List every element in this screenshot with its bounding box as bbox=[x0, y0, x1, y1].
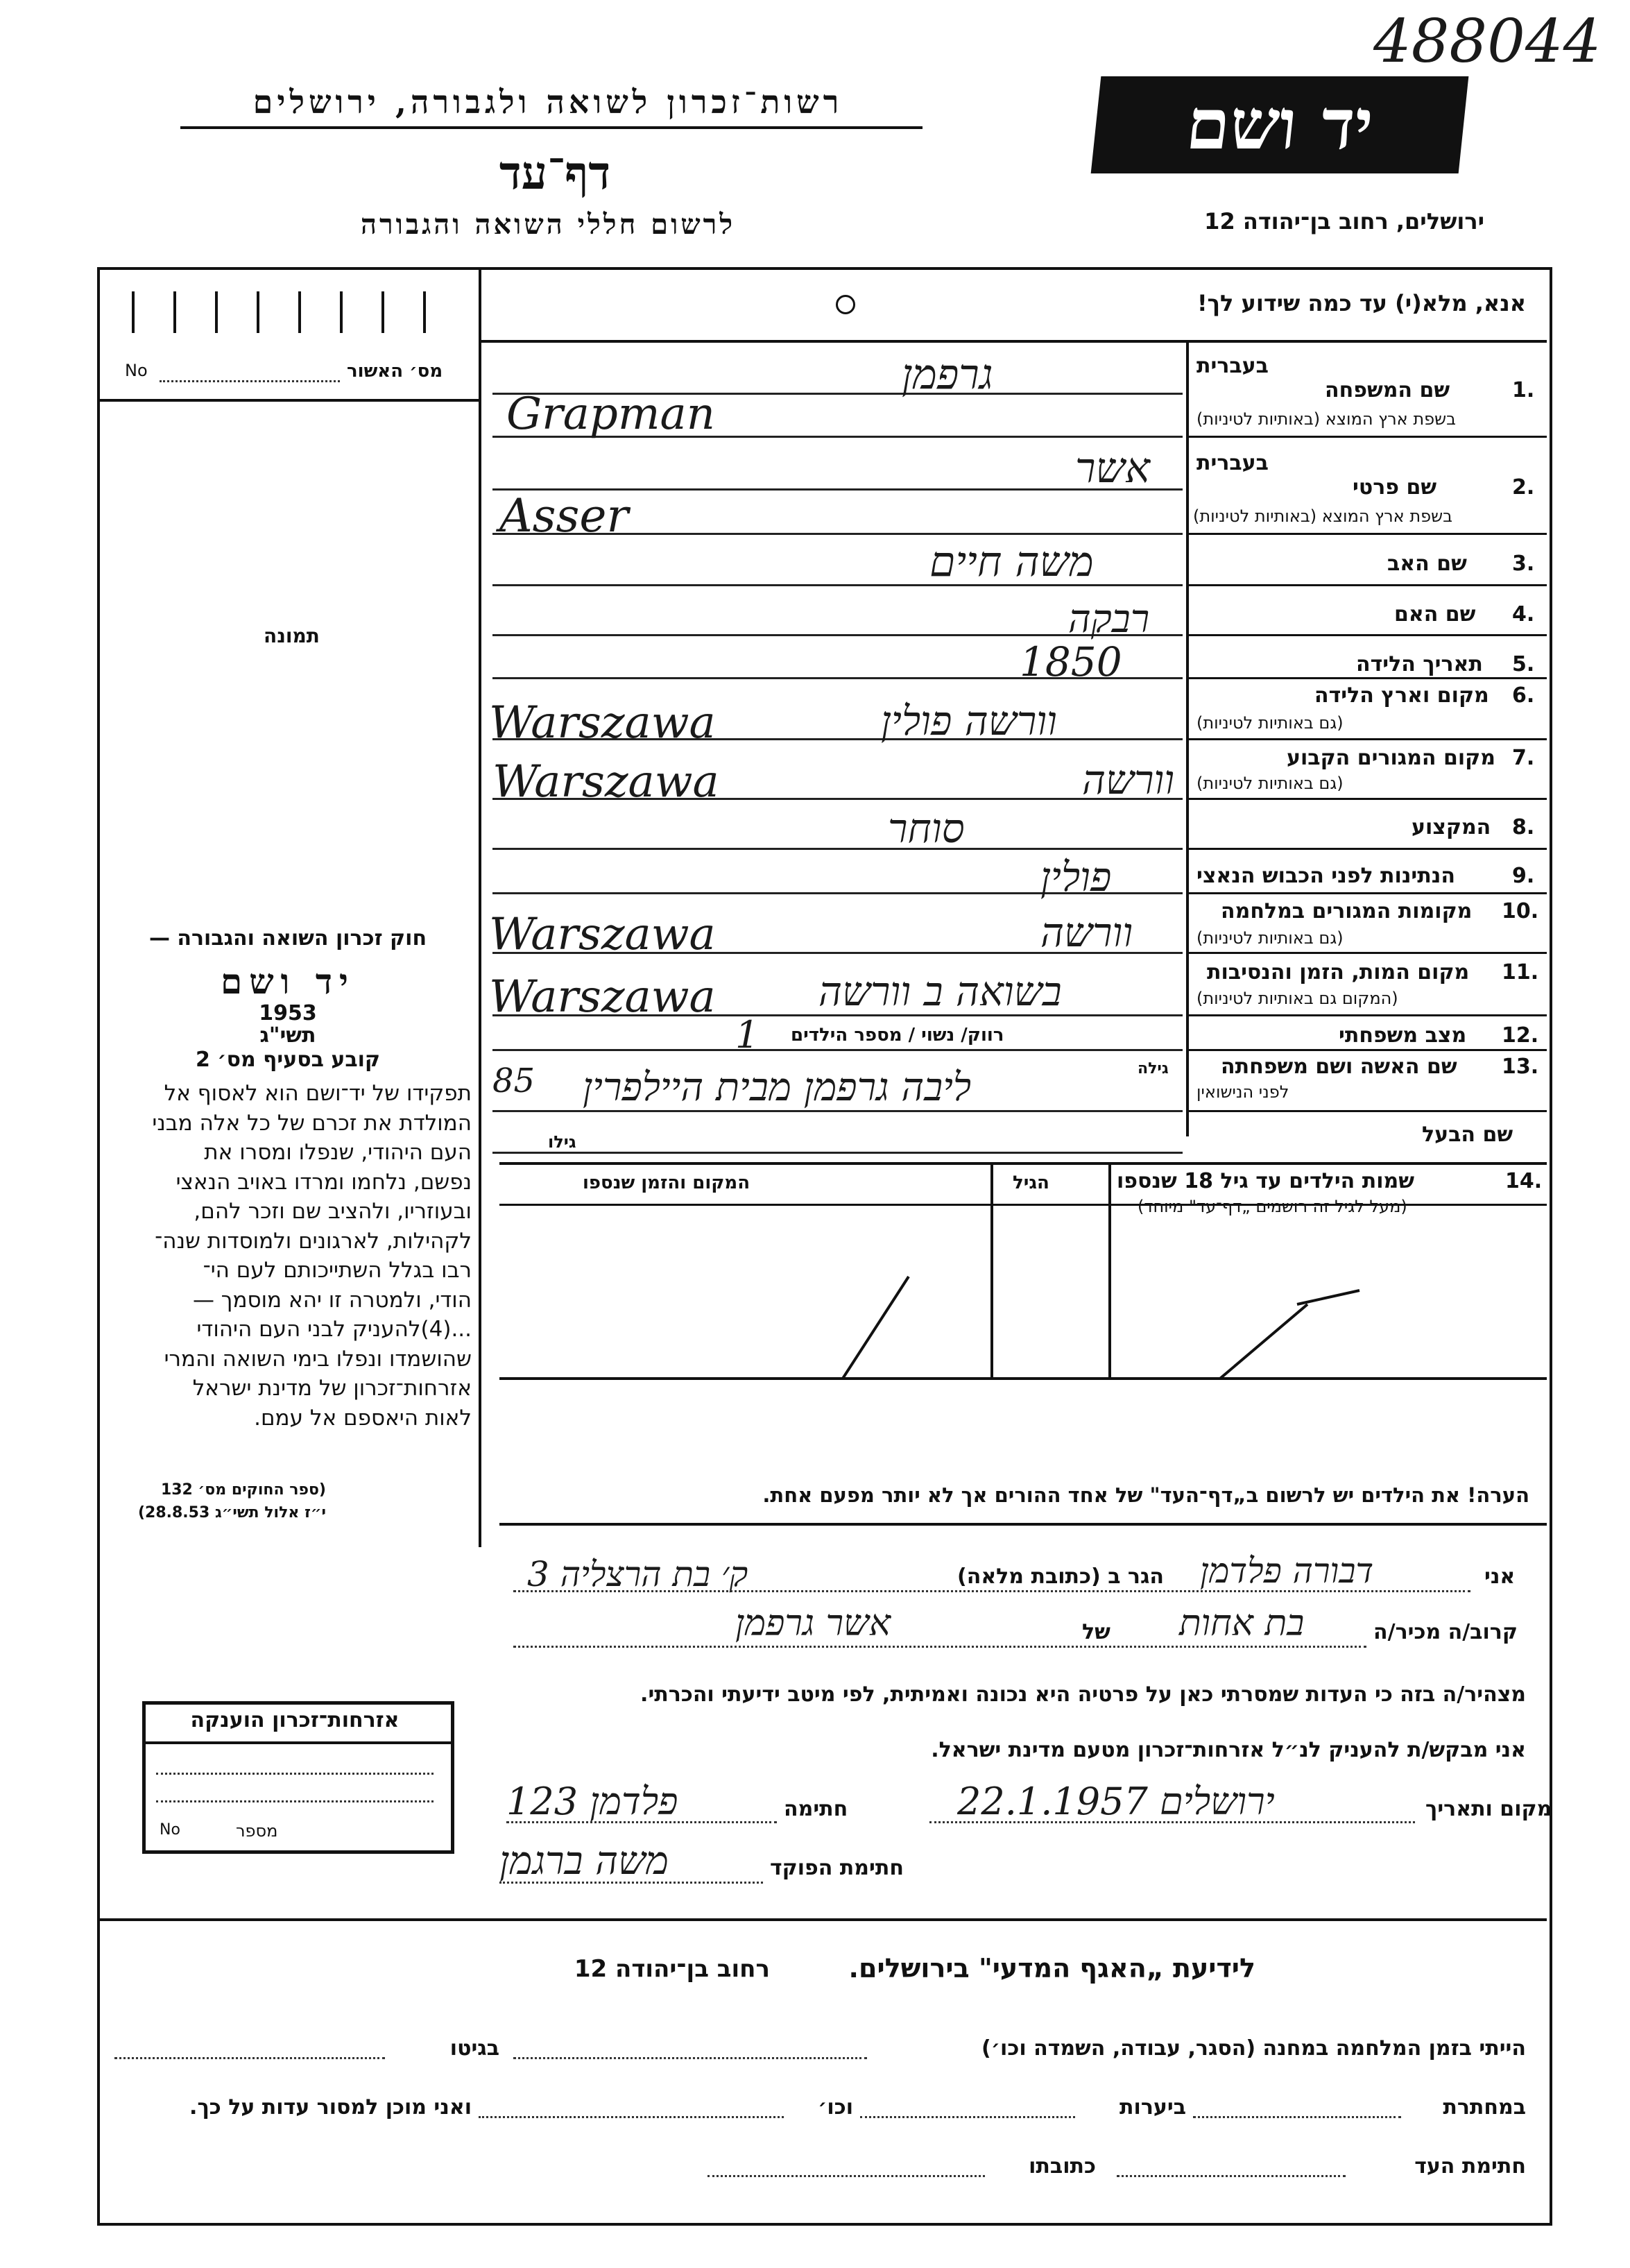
law-text-line: אזרחות־זכרון של מדינת ישראל bbox=[192, 1376, 472, 1401]
law-text-line: נפשם, נלחמו ומרדו באויב הנאצי bbox=[175, 1169, 472, 1195]
law-text-line: שהושמדו ונפלו בימי השואה והמרי bbox=[164, 1346, 472, 1372]
decl-ani: אני bbox=[1484, 1564, 1516, 1589]
law-title: חוק זכרון השואה והגבורה — bbox=[148, 926, 427, 950]
wife-name: ליבה גרפמן מבית היילפרין bbox=[583, 1065, 972, 1110]
children-place-col: המקום והזמן שנספו bbox=[583, 1173, 750, 1193]
residence-latin: Warszawa bbox=[492, 756, 719, 808]
field-9-label: הנתינות לפני הכבוש הנאצי bbox=[1196, 864, 1455, 888]
field-3-label: שם האב bbox=[1387, 552, 1467, 576]
residence-hebrew: וורשה bbox=[1082, 756, 1175, 803]
field-10-label: מקומות המגורים במלחמה bbox=[1221, 899, 1473, 923]
death-place-hebrew: בשואה ב וורשה bbox=[818, 968, 1062, 1015]
decl-request: אני מבקש/ת להעניק לנ״ל אזרחות־זכרון מטעם מדינת ישראל. bbox=[931, 1738, 1526, 1762]
decl-relation: בת אחות bbox=[1179, 1603, 1305, 1644]
field-5-label: תאריך הלידה bbox=[1356, 652, 1483, 676]
firstname-latin: Asser bbox=[499, 489, 629, 543]
logo-text: יד ושם bbox=[1182, 83, 1378, 165]
cert-number-label: מס׳ האשור bbox=[347, 361, 443, 382]
children-cross-out bbox=[499, 1207, 1547, 1377]
law-text bbox=[111, 1079, 472, 1433]
decl-address: ק׳ בת הרצליה 3 bbox=[527, 1554, 748, 1594]
authority-title: רשות־זכרון לשואה ולגבורה, ירושלים bbox=[252, 83, 843, 121]
field-11-number: 11. bbox=[1502, 960, 1539, 984]
children-number: 14. bbox=[1505, 1169, 1543, 1193]
decl-of-label: של bbox=[1082, 1620, 1110, 1644]
law-text-line: ובעוזריו, ולהציב שם וזכר להם, bbox=[194, 1199, 472, 1224]
photo-label: תמונה bbox=[264, 624, 320, 647]
field-8-number: 8. bbox=[1512, 815, 1535, 839]
field-12-label: מצב משפחתי bbox=[1339, 1023, 1467, 1048]
law-text-line: רבו בגלל השתייכותם לעם הי־ bbox=[203, 1258, 472, 1283]
children-title: שמות הילדים עד גיל 18 שנספו bbox=[1117, 1169, 1414, 1193]
field-13-number: 13. bbox=[1502, 1055, 1539, 1079]
field-2-tag: בעברית bbox=[1196, 451, 1269, 475]
field-7-number: 7. bbox=[1512, 746, 1535, 770]
profession: סוחר bbox=[888, 805, 965, 852]
field-1-sub: בשפת ארץ המוצא (באותיות לטיניות) bbox=[1196, 409, 1456, 429]
law-year: 1953 bbox=[259, 1001, 317, 1025]
field-7-label: מקום המגורים הקבוע bbox=[1287, 746, 1495, 770]
law-ref-2: י״ז אלול תשי״ג 28.8.53) bbox=[137, 1504, 326, 1521]
field-13-sub: לפני הנישואין bbox=[1196, 1082, 1289, 1102]
field-4-label: שם האם bbox=[1394, 602, 1476, 626]
wife-age-label: גילה bbox=[1138, 1060, 1169, 1077]
small-symbol-icon bbox=[836, 295, 855, 314]
law-name: יד ושם bbox=[221, 961, 355, 1002]
field-1-label: שם המשפחה bbox=[1325, 378, 1450, 402]
father-name: משה חיים bbox=[929, 538, 1094, 586]
footer-address: רחוב בן־יהודה 12 bbox=[574, 1955, 770, 1983]
footer-line3-a: חתימת העד bbox=[1414, 2154, 1526, 2179]
field-6-number: 6. bbox=[1512, 683, 1535, 708]
footer-title: לידיעת „האגף המדעי" בירושלים. bbox=[848, 1953, 1255, 1984]
footer-line2-b: ביערות bbox=[1119, 2095, 1186, 2120]
field-5-number: 5. bbox=[1512, 652, 1535, 676]
children-age-col: הגיל bbox=[1013, 1173, 1049, 1193]
intro-text: אנא, מלא(י) עד כמה שידוע לך! bbox=[1196, 290, 1526, 316]
signature: פלדמן 123 bbox=[506, 1780, 678, 1823]
field-13-label: שם האשה ושם משפחתה bbox=[1221, 1055, 1457, 1079]
officer-label: חתימת הפוקד bbox=[770, 1856, 904, 1880]
footer-line2-a: במחתרת bbox=[1443, 2095, 1526, 2120]
place-date: ירושלים 22.1.1957 bbox=[957, 1780, 1275, 1823]
field-2-sub: בשפת ארץ המוצא (באותיות לטיניות) bbox=[1193, 506, 1452, 526]
yad-vashem-logo bbox=[1091, 76, 1469, 173]
law-ref-1: (ספר החוקים מס׳ 132 bbox=[160, 1481, 326, 1499]
field-2-label: שם פרטי bbox=[1353, 475, 1437, 500]
field-1-number: 1. bbox=[1512, 378, 1535, 402]
wife-age: 85 bbox=[492, 1061, 535, 1100]
field-3-number: 3. bbox=[1512, 552, 1535, 576]
header-address: ירושלים, רחוב בן־יהודה 12 bbox=[1204, 208, 1484, 235]
field-2-number: 2. bbox=[1512, 475, 1535, 500]
footer-line3-b: כתובתו bbox=[1029, 2154, 1096, 2179]
footer-line1-a: הייתי בזמן המלחמה במחנה (הסגר, עבודה, השמדה וכו׳) bbox=[981, 2036, 1526, 2061]
field-6-sub: (גם באותיות לטיניות) bbox=[1196, 713, 1344, 733]
archive-number: 488044 bbox=[1373, 7, 1602, 76]
field-10-sub: (גם באותיות לטיניות) bbox=[1196, 928, 1344, 948]
field-11-sub: (המקום גם באותיות לטיניות) bbox=[1196, 989, 1398, 1008]
wartime-residence-hebrew: וורשה bbox=[1040, 909, 1133, 956]
field-7-sub: (גם באותיות לטיניות) bbox=[1196, 774, 1344, 793]
field-6-label: מקום וארץ הלידה bbox=[1314, 683, 1489, 708]
law-year-heb: תשי"ג bbox=[259, 1023, 316, 1048]
footer-line1-b: בגיטו bbox=[449, 2036, 499, 2061]
marital-status-label: רווק/ נשוי / מספר הילדים bbox=[791, 1025, 1004, 1046]
cert-boxes bbox=[104, 291, 472, 333]
page-subtitle: לרשום חללי השואה והגבורה bbox=[360, 208, 736, 241]
citizenship-number-label: מספר bbox=[236, 1821, 278, 1841]
citizenship-no: No bbox=[160, 1821, 180, 1839]
footer-line2-d: ואני מוכן למסור עדות על כך. bbox=[189, 2095, 472, 2120]
law-text-line: תפקידו של יד־ושם הוא לאסוף אל bbox=[164, 1081, 472, 1106]
decl-relation-label: קרוב/ה מכיר/ה bbox=[1373, 1620, 1518, 1644]
surname-latin: Grapman bbox=[506, 389, 715, 440]
husband-age-label: גילו bbox=[548, 1132, 576, 1152]
field-10-number: 10. bbox=[1502, 899, 1539, 923]
law-text-line: ...(4)להעניק לבני העם היהודי bbox=[196, 1317, 472, 1342]
law-text-line: המולדת את זכרם של כל אלה מבני bbox=[152, 1110, 472, 1136]
children-sub: (מעל לגיל זה רושמים „דף־עד" מיוחד) bbox=[1138, 1197, 1407, 1216]
field-1-tag: בעברית bbox=[1196, 354, 1269, 378]
decl-of-name: אשר גרפמן bbox=[735, 1603, 891, 1644]
decl-statement: מצהיר/ה בזה כי העדות שמסרתי כאן על פרטיה היא נכונה ואמיתית, לפי מיטב ידיעתי והכרתי. bbox=[640, 1682, 1526, 1707]
signature-label: חתימה bbox=[784, 1797, 848, 1821]
footer-line2-c: וכו׳ bbox=[818, 2095, 853, 2120]
birth-date: 1850 bbox=[1020, 638, 1122, 685]
citizenship-box-title: אזרחות־זכרון הוענקה bbox=[190, 1708, 400, 1732]
decl-resides: הגר ב (כתובת מלאה) bbox=[957, 1564, 1165, 1589]
death-place-latin: Warszawa bbox=[489, 971, 716, 1023]
law-text-line: לאות היאספם אל עמם. bbox=[254, 1405, 472, 1431]
page-title: דף־עד bbox=[499, 146, 611, 200]
birthplace-hebrew: וורשה פולין bbox=[881, 697, 1058, 744]
law-text-line: העם היהודי, שנפלו ומסרו את bbox=[204, 1140, 472, 1165]
children-count: 1 bbox=[735, 1013, 760, 1057]
officer-signature: משה ברגמן bbox=[499, 1839, 669, 1884]
birthplace-latin: Warszawa bbox=[489, 697, 716, 749]
surname-hebrew: גרפמן bbox=[902, 350, 993, 399]
decl-name: דבורה פלדמן bbox=[1200, 1551, 1374, 1591]
wartime-residence-latin: Warszawa bbox=[489, 909, 716, 960]
nationality: פולין bbox=[1040, 853, 1112, 901]
cert-no-label: No bbox=[125, 361, 148, 380]
field-11-label: מקום המות, הזמן והנסיבות bbox=[1207, 960, 1470, 984]
law-text-line: לקהילות, לארגונים ולמוסדות שנה־ bbox=[155, 1228, 472, 1254]
note-text: הערה! את הילדים יש לרשום ב„דף־העד" של אחד ההורים אך לא יותר מפעם אחת. bbox=[762, 1483, 1529, 1507]
field-8-label: המקצוע bbox=[1412, 815, 1491, 839]
husband-label: שם הבעל bbox=[1422, 1123, 1513, 1147]
law-clause: קובע בסעיף מס׳ 2 bbox=[195, 1048, 381, 1072]
field-9-number: 9. bbox=[1512, 864, 1535, 888]
law-text-line: הודי, ולמטרה זו יהא מוסמך — bbox=[192, 1287, 472, 1313]
mother-name: רבקה bbox=[1068, 597, 1150, 642]
firstname-hebrew: אשר bbox=[1075, 444, 1150, 493]
field-12-number: 12. bbox=[1502, 1023, 1539, 1048]
field-4-number: 4. bbox=[1512, 602, 1535, 626]
place-date-label: מקום ותאריך bbox=[1425, 1797, 1552, 1821]
